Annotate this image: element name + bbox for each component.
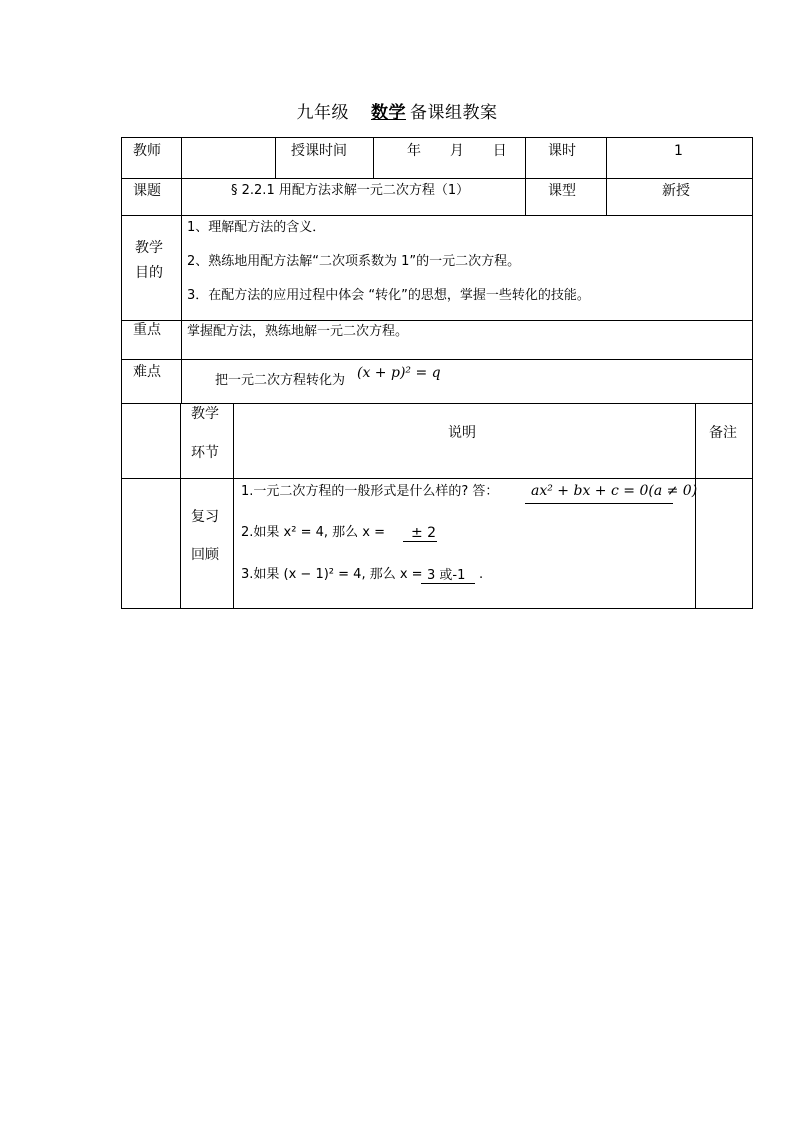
date-value: 年 月 日 bbox=[407, 143, 507, 159]
type-label: 课型 bbox=[548, 183, 576, 199]
review-answer-2: ± 2 bbox=[411, 525, 437, 541]
answer-3-underline bbox=[421, 583, 475, 584]
objectives-label-line1: 教学 bbox=[135, 240, 163, 256]
key-point-value: 掌握配方法，熟练地解一元二次方程。 bbox=[187, 324, 409, 339]
table-border-bottom bbox=[121, 608, 753, 609]
objective-item-2: 2、熟练地用配方法解“二次项系数为 1”的一元二次方程。 bbox=[187, 254, 521, 269]
period-label: 课时 bbox=[548, 143, 576, 159]
column-divider bbox=[275, 137, 276, 178]
column-divider bbox=[181, 137, 182, 403]
column-divider bbox=[695, 403, 696, 609]
table-border-top bbox=[121, 137, 753, 138]
table-border-right bbox=[752, 137, 753, 609]
row-divider bbox=[121, 478, 753, 479]
key-point-label: 重点 bbox=[133, 322, 161, 338]
row-divider bbox=[121, 178, 753, 179]
review-stage-line2: 回顾 bbox=[191, 547, 219, 563]
subject-label: 数学 bbox=[371, 103, 406, 123]
row-divider bbox=[121, 215, 753, 216]
column-divider bbox=[180, 403, 181, 609]
title-suffix: 备课组教案 bbox=[410, 103, 498, 123]
objective-item-1: 1、理解配方法的含义． bbox=[187, 220, 326, 235]
stage-header-line2: 环节 bbox=[191, 445, 219, 461]
time-label: 授课时间 bbox=[291, 143, 347, 159]
page-title bbox=[0, 98, 794, 123]
review-question-1: 1.一元二次方程的一般形式是什么样的? 答： bbox=[241, 484, 499, 499]
topic-label: 课题 bbox=[133, 183, 161, 199]
column-divider bbox=[606, 137, 607, 215]
teacher-label: 教师 bbox=[133, 143, 161, 159]
column-divider bbox=[373, 137, 374, 178]
row-divider bbox=[121, 359, 753, 360]
stage-header-line1: 教学 bbox=[191, 406, 219, 422]
column-divider bbox=[233, 403, 234, 609]
row-divider bbox=[121, 320, 753, 321]
grade-label: 九年级 bbox=[296, 103, 349, 123]
review-answer-1: ax² + bx + c = 0(a ≠ 0) bbox=[531, 483, 698, 499]
review-answer-3: 3 或-1 bbox=[427, 568, 466, 583]
answer-1-underline bbox=[525, 503, 673, 504]
note-header: 备注 bbox=[709, 425, 737, 441]
review-question-3-end: . bbox=[479, 567, 484, 582]
answer-2-underline bbox=[403, 541, 437, 542]
objective-item-3: 3．在配方法的应用过程中体会 “转化”的思想，掌握一些转化的技能。 bbox=[187, 288, 590, 303]
difficulty-text: 把一元二次方程转化为 bbox=[215, 373, 346, 388]
type-value: 新授 bbox=[662, 183, 690, 199]
period-value: 1 bbox=[674, 143, 683, 159]
difficulty-formula: (x + p)² = q bbox=[357, 365, 441, 381]
topic-value: § 2.2.1 用配方法求解一元二次方程（1） bbox=[231, 183, 470, 198]
row-divider bbox=[121, 403, 753, 404]
review-question-2: 2.如果 x² = 4, 那么 x = bbox=[241, 525, 385, 540]
review-stage-line1: 复习 bbox=[191, 509, 219, 525]
difficulty-label: 难点 bbox=[133, 364, 161, 380]
table-border-left bbox=[121, 137, 122, 609]
description-header: 说明 bbox=[448, 425, 476, 441]
objectives-label-line2: 目的 bbox=[135, 265, 163, 281]
column-divider bbox=[525, 137, 526, 215]
lesson-plan-table bbox=[121, 137, 753, 609]
review-question-3: 3.如果 (x − 1)² = 4, 那么 x = bbox=[241, 567, 423, 582]
